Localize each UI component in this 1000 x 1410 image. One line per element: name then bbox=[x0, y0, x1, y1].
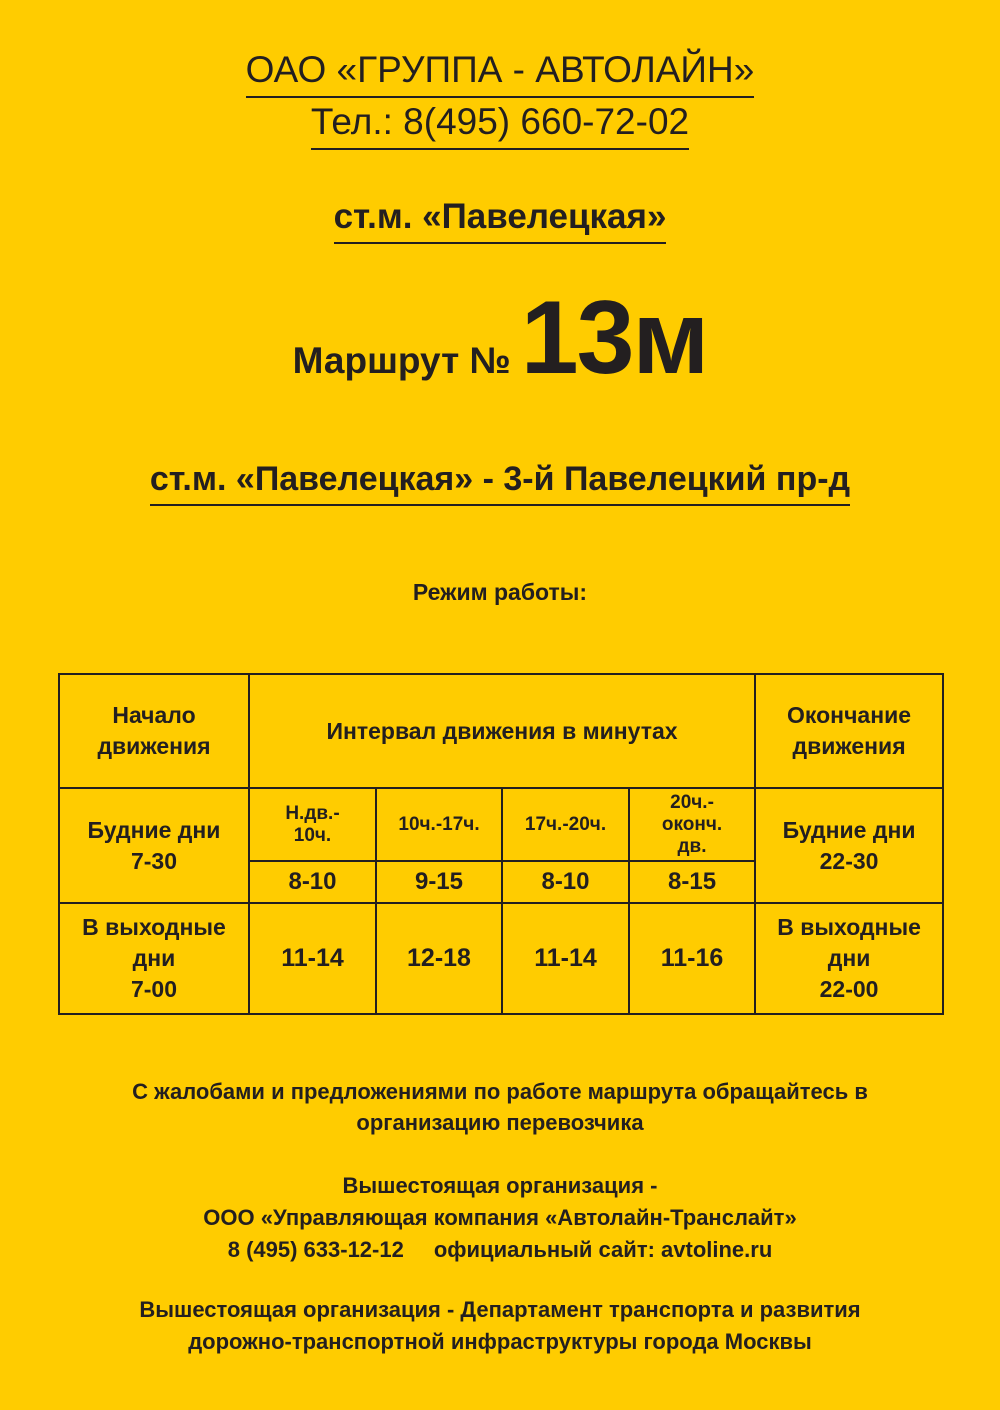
company-phone bbox=[0, 100, 1000, 150]
station-title bbox=[0, 196, 1000, 244]
end-header-cell bbox=[755, 674, 943, 788]
parent-org-line: Вышестоящая организация - bbox=[342, 1173, 658, 1198]
complaints-line: организацию перевозчика bbox=[356, 1110, 644, 1135]
weekend-start-cell bbox=[59, 903, 249, 1014]
department-line: дорожно-транспортной инфраструктуры города Москвы bbox=[188, 1329, 812, 1354]
weekend-end-label: В выходные bbox=[777, 914, 921, 940]
interval-header: Интервал движения в минутах bbox=[326, 717, 678, 744]
end-header-line: Окончание bbox=[787, 702, 912, 728]
start-header-cell bbox=[59, 674, 249, 788]
company-name-text: ОАО «ГРУППА - АВТОЛАЙН» bbox=[246, 48, 755, 98]
route-number: 13м bbox=[520, 280, 708, 396]
weekday-interval: 9-15 bbox=[376, 861, 502, 903]
weekday-end-label: Будние дни bbox=[782, 816, 916, 843]
route-path-text: ст.м. «Павелецкая» - 3-й Павелецкий пр-д bbox=[150, 458, 850, 506]
schedule-table bbox=[58, 673, 944, 1015]
weekday-end-time: 22-30 bbox=[819, 847, 879, 874]
schedule-heading: Режим работы: bbox=[412, 579, 588, 605]
period-cell bbox=[629, 788, 755, 861]
route-title bbox=[0, 278, 1000, 398]
interval-header-cell bbox=[249, 674, 755, 788]
start-header-line: движения bbox=[97, 733, 211, 759]
weekday-end-cell bbox=[755, 788, 943, 903]
weekday-interval: 8-15 bbox=[629, 861, 755, 903]
weekday-start-cell bbox=[59, 788, 249, 903]
route-label: Маршрут № bbox=[292, 340, 511, 381]
period-line: Н.дв.- bbox=[285, 802, 340, 824]
period-cell bbox=[502, 788, 629, 861]
start-header-line: Начало bbox=[112, 702, 196, 728]
weekend-interval: 11-14 bbox=[249, 903, 376, 1014]
period-line: дв. bbox=[677, 835, 707, 857]
weekend-end-label: дни bbox=[827, 945, 871, 971]
company-name bbox=[0, 48, 1000, 98]
period-line: оконч. bbox=[661, 813, 723, 835]
weekday-start-label: Будние дни bbox=[87, 816, 221, 843]
parent-site[interactable]: официальный сайт: avtoline.ru bbox=[433, 1237, 773, 1262]
weekend-end-time: 22-00 bbox=[819, 976, 879, 1002]
weekend-row bbox=[59, 903, 943, 1014]
department-line: Вышестоящая организация - Департамент транспорта и развития bbox=[139, 1297, 861, 1322]
period-line: 17ч.-20ч. bbox=[524, 813, 607, 835]
weekend-interval: 12-18 bbox=[376, 903, 502, 1014]
parent-phone: 8 (495) 633-12-12 bbox=[227, 1237, 404, 1262]
weekday-interval: 8-10 bbox=[502, 861, 629, 903]
parent-contacts bbox=[0, 1234, 1000, 1266]
route-path bbox=[0, 458, 1000, 506]
weekday-interval: 8-10 bbox=[249, 861, 376, 903]
weekday-start-time: 7-30 bbox=[130, 847, 178, 874]
weekend-interval: 11-14 bbox=[502, 903, 629, 1014]
weekend-start-time: 7-00 bbox=[130, 976, 178, 1002]
end-header-line: движения bbox=[792, 733, 906, 759]
period-line: 10ч.-17ч. bbox=[398, 813, 480, 835]
schedule-header-row bbox=[59, 674, 943, 788]
period-cell bbox=[376, 788, 502, 861]
parent-org-line: ООО «Управляющая компания «Автолайн-Транслайт» bbox=[203, 1205, 797, 1230]
complaints-line: С жалобами и предложениями по работе маршрута обращайтесь в bbox=[132, 1079, 868, 1104]
weekend-start-label: дни bbox=[132, 945, 176, 971]
company-phone-text: Тел.: 8(495) 660-72-02 bbox=[311, 100, 689, 150]
period-line: 10ч. bbox=[293, 824, 332, 846]
station-title-text: ст.м. «Павелецкая» bbox=[334, 196, 667, 244]
periods-row bbox=[59, 788, 943, 861]
period-cell bbox=[249, 788, 376, 861]
weekend-interval: 11-16 bbox=[629, 903, 755, 1014]
period-line: 20ч.- bbox=[670, 791, 714, 813]
weekend-end-cell bbox=[755, 903, 943, 1014]
weekend-start-label: В выходные bbox=[82, 914, 226, 940]
